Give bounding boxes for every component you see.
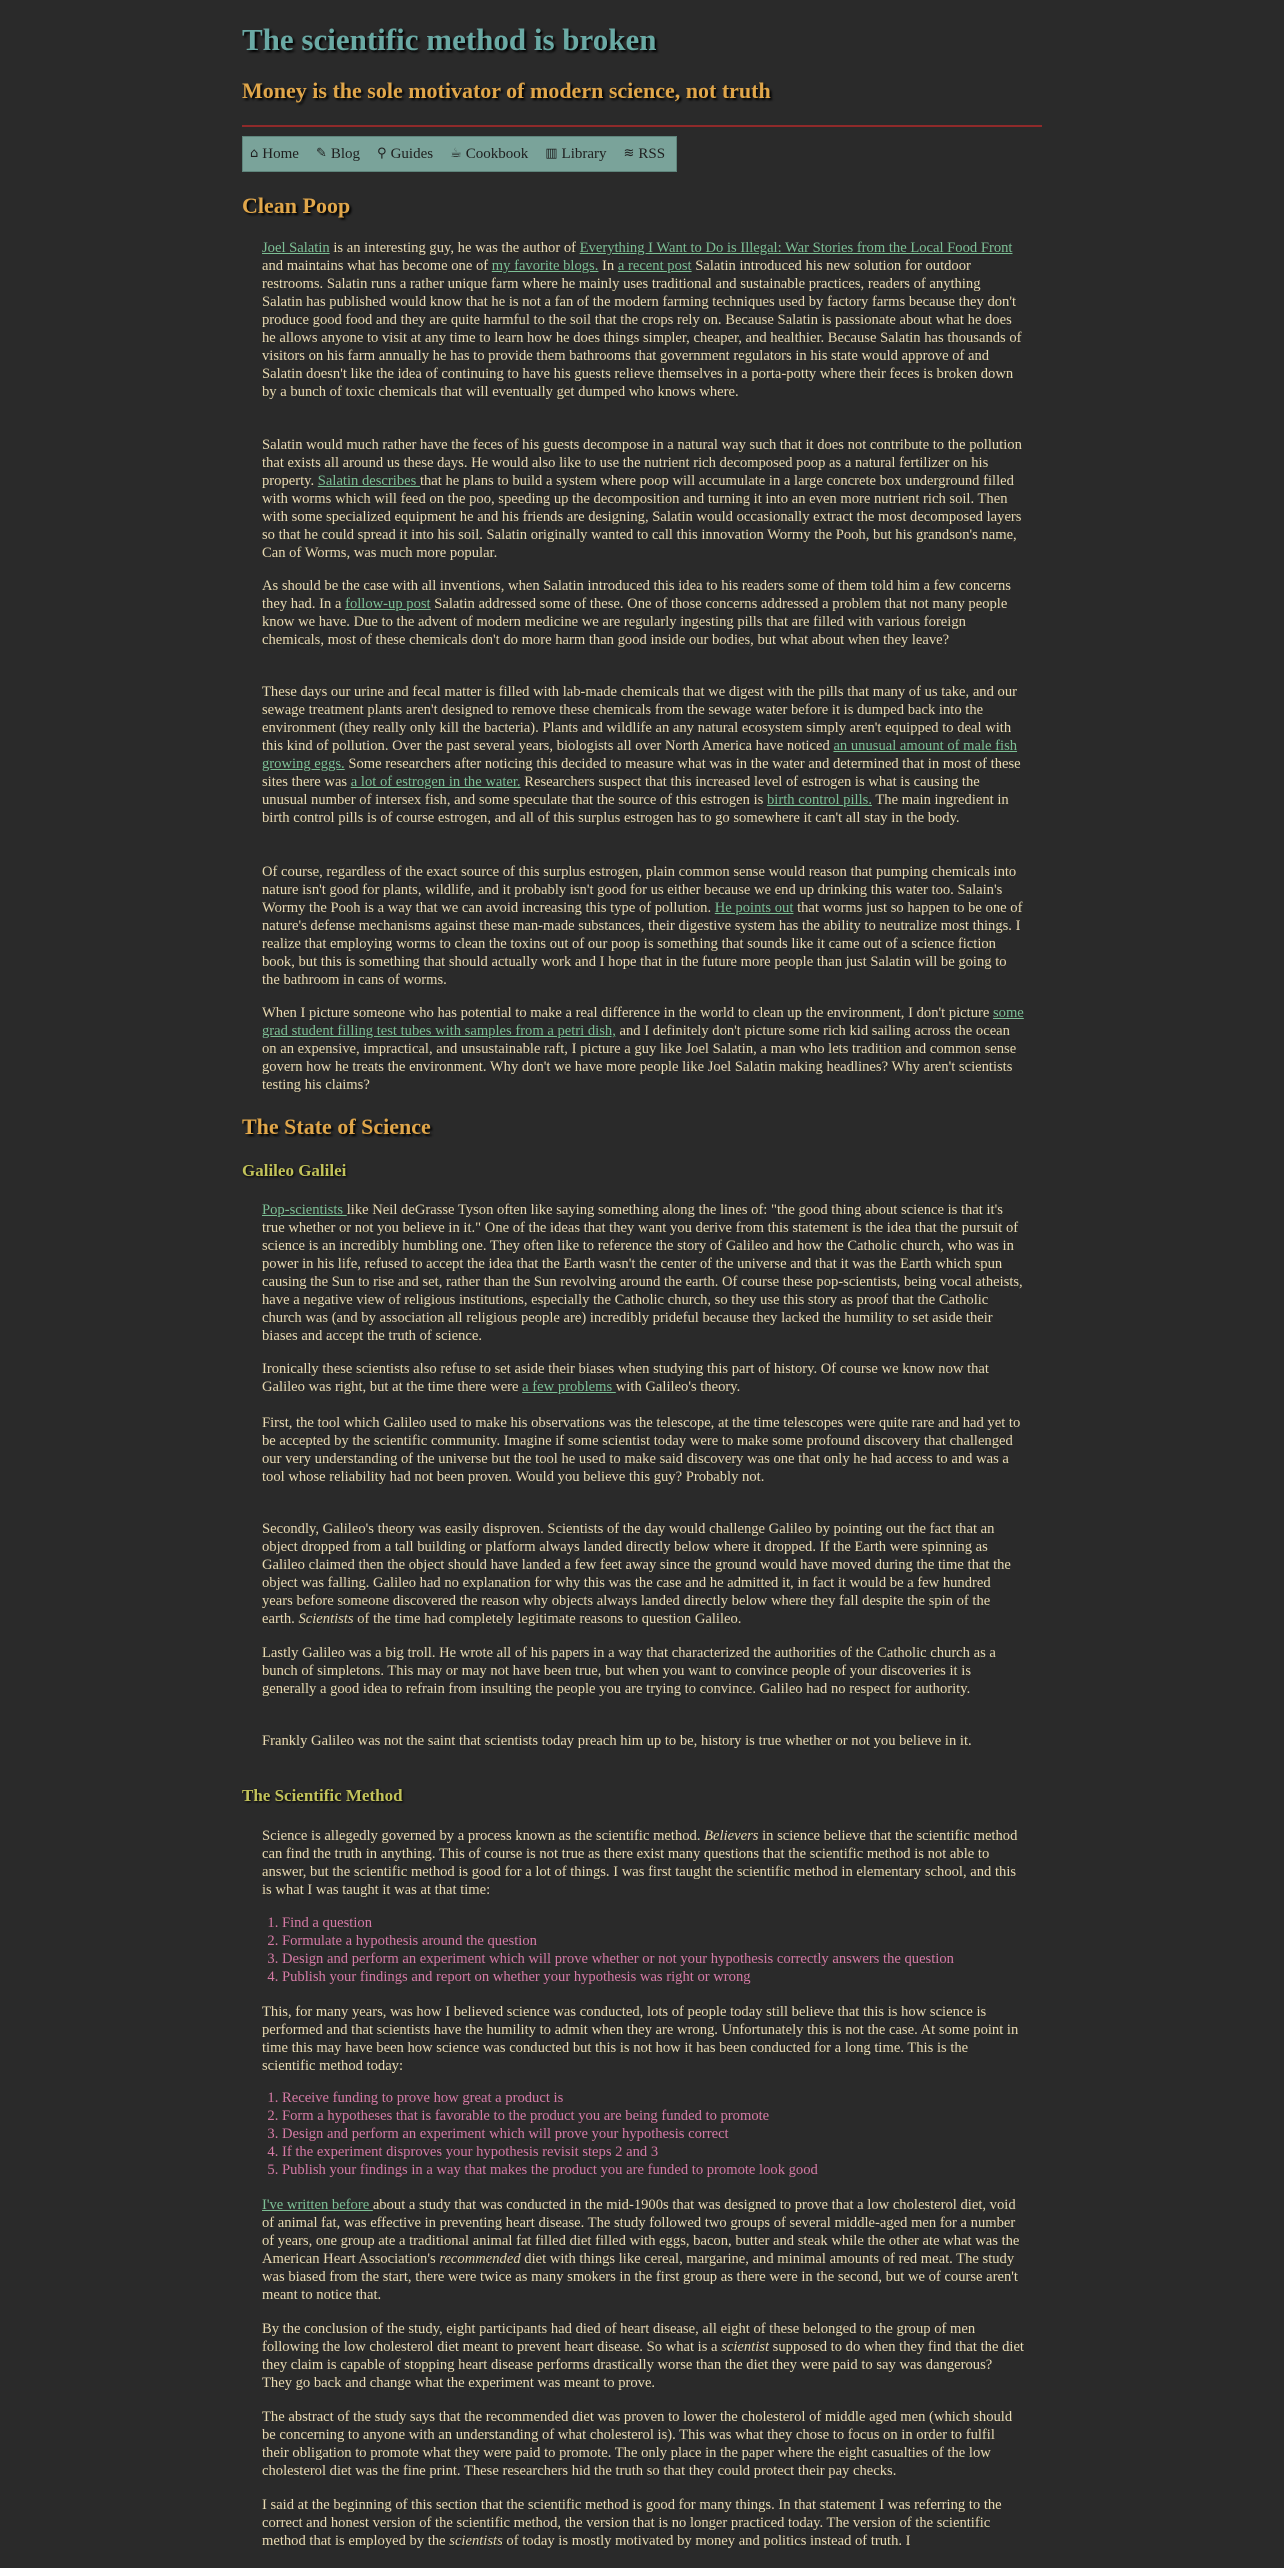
nav-library-label: Library: [561, 146, 607, 162]
method-list-1: [262, 1914, 1024, 1986]
heading-state-of-science: The State of Science: [242, 1114, 431, 1139]
link-estrogen-water[interactable]: a lot of estrogen in the water.: [350, 774, 521, 790]
nav-blog-label: Blog: [330, 146, 361, 162]
galileo-p3: First, the tool which Galileo used to make his observations was the telescope, at the time telescopes were quite rare and had yet to be accepted by the scientific community. Imagine if some scientist today were to make some profound discovery that challenged our very understanding of the universe but the tool he used to make said discovery was one that only he had access to and was a tool whose reliability had not been proven. Would you believe this guy? Probably not.: [262, 1415, 1021, 1485]
method-p6: I said at the beginning of this section that the scientific method is good for many things. In that statement I was referring to the correct and honest version of the scientific method, the version that is no longer practiced today. The version of the scientific method that is employed by the scientists of today is mostly motivated by money and politics instead of truth. I: [262, 2497, 1002, 2549]
galileo-p2: Ironically these scientists also refuse to set aside their biases when studying this part of history. Of course we know now that Galileo was right, but at the time there were a few problems with Galileo's theory.: [262, 1361, 989, 1395]
method-p3: I've written before about a study that was conducted in the mid-1900s that was designed to prove that a low cholesterol diet, void of animal fat, was effective in preventing heart disease. The study followed two groups of several middle-aged men for a number of years, one group ate a traditional animal fat filled diet filled with eggs, bacon, butter and steak while the other ate what was the American Heart Association's recommended diet with things like cereal, margarine, and minimal amounts of red meat. The study was biased from the start, there were twice as many smokers in the first group as there were in the second, but we of course aren't meant to notice that.: [262, 2197, 1020, 2303]
galileo-p4: Secondly, Galileo's theory was easily disproven. Scientists of the day would challenge Galileo by pointing out the fact that an object dropped from a tall building or platform always landed directly below where it dropped. If the Earth were spinning as Galileo claimed then the object should have landed a few feet away since the ground would have moved during the time that the object was falling. Galileo had no explanation for why this was the case and he admitted it, in fact it would be a few hundred years before someone discovered the reason why objects always landed directly below where they fall despite the spin of the earth. Scientists of the time had completely legitimate reasons to question Galileo.: [262, 1521, 1011, 1627]
nav-guides-label: Guides: [390, 146, 434, 162]
link-joel-salatin[interactable]: Joel Salatin: [262, 240, 330, 256]
clean-poop-p4: These days our urine and fecal matter is filled with lab-made chemicals that we digest with the pills that many of us take, and our sewage treatment plants aren't designed to remove these chemicals from the sewage water before it is dumped back into the environment (they really only kill the bacteria). Plants and wildlife an any natural ecosystem simply aren't equipped to deal with this kind of pollution. Over the past several years, biologists all over North America have noticed an unusual amount of male fish growing eggs. Some researchers after noticing this decided to measure what was in the water and determined that in most of these sites there was a lot of estrogen in the water. Researchers suspect that this increased level of estrogen is what is causing the unusual number of intersex fish, and some speculate that the source of this estrogen is birth control pills. The main ingredient in birth control pills is of course estrogen, and all of this surplus estrogen has to go somewhere it can't all stay in the body.: [262, 684, 1021, 826]
clean-poop-p5: Of course, regardless of the exact source of this surplus estrogen, plain common sense would reason that pumping chemicals into nature isn't good for plants, wildlife, and it probably isn't good for us either because we end up drinking this water too. Salain's Wormy the Pooh is a way that we can avoid increasing this type of pollution. He points out that worms just so happen to be one of nature's defense mechanisms against these man-made substances, their digestive system has the ability to neutralize most things. I realize that employing worms to clean the toxins out of our poop is something that sounds like it came out of a science fiction book, but this is something that should actually work and I hope that in the future more people than just Salatin will be going to the bathroom in cans of worms.: [262, 864, 1023, 988]
list-item: 3. Design and perform an experiment which will prove your hypothesis correct: [282, 2125, 1024, 2143]
method-p1: Science is allegedly governed by a process known as the scientific method. Believers in science believe that the scientific method can find the truth in anything. This of course is not true as there exist many questions that the scientific method is not able to answer, but the scientific method is good for a lot of things. I was first taught the scientific method in elementary school, and this is what I was taught it was at that time:: [262, 1828, 1018, 1898]
nav-home[interactable]: [250, 145, 299, 163]
header-divider: [242, 125, 1042, 127]
nav-guides[interactable]: [377, 145, 433, 163]
clean-poop-p6: When I picture someone who has potential to make a real difference in the world to clean up the environment, I don't picture some grad student filling test tubes with samples from a petri dish, and I definitely don't picture some rich kid sailing across the ocean on an expensive, impractical, and unsustainable raft, I picture a guy like Joel Salatin, a man who lets tradition and common sense govern how he treats the environment. Why don't we have more people like Joel Salatin making headlines? Why aren't scientists testing his claims?: [262, 1005, 1024, 1093]
home-icon: ⌂: [250, 146, 259, 161]
method-p5: The abstract of the study says that the recommended diet was proven to lower the cholesterol of middle aged men (which should be concerning to anyone with an understanding of what cholesterol is). This was what they chose to focus on in order to fulfil their obligation to promote what they were paid to promote. The only place in the paper where the eight casualties of the low cholesterol diet was the fine print. These researchers hid the truth so that they could protect their pay checks.: [262, 2409, 1013, 2479]
list-item: 1. Find a question: [282, 1914, 1024, 1932]
list-item: 2. Formulate a hypothesis around the question: [282, 1932, 1024, 1950]
galileo-p1: Pop-scientists like Neil deGrasse Tyson often like saying something along the lines of: "the good thing about science is that it's true whether or not you believe in it." One of the ideas that they want you derive from this statement is the idea that the pursuit of science is an incredibly humbling one. They often like to reference the story of Galileo and how the Catholic church, who was in power in his life, refused to accept the idea that the Earth wasn't the center of the universe and that it was the Earth which spun causing the Sun to rise and set, rather than the Sun revolving around the earth. Of course these pop-scientists, being vocal atheists, have a negative view of religious institutions, especially the Catholic church, so they use this story as proof that the Catholic church was (and by association all religious people are) incredibly prideful because they lacked the humility to set aside their biases and accept the truth of science.: [262, 1202, 1023, 1344]
list-item: 2. Form a hypotheses that is favorable to the product you are being funded to promote: [282, 2107, 1024, 2125]
link-male-fish-eggs[interactable]: an unusual amount of male fish growing eggs.: [262, 738, 1018, 772]
pencil-icon: ✎: [315, 146, 327, 161]
link-he-points-out[interactable]: He points out: [714, 900, 794, 916]
clean-poop-p2: Salatin would much rather have the feces of his guests decompose in a natural way such that it does not contribute to the pollution that exists all around us these days. He would also like to use the nutrient rich decomposed poop as a natural fertilizer on his property. Salatin describes that he plans to build a system where poop will accumulate in a large concrete box underground filled with worms which will feed on the poo, speeding up the decomposition and turning it into an even more nutrient rich soil. Then with some specialized equipment he and his friends are designing, Salatin would occasionally extract the most decomposed layers so that he could spread it into his soil. Salatin originally wanted to call this innovation Wormy the Pooh, but his grandson's name, Can of Worms, was much more popular.: [262, 437, 1022, 561]
nav-cookbook-label: Cookbook: [465, 146, 529, 162]
link-recent-post[interactable]: a recent post: [617, 258, 692, 274]
list-item: 1. Receive funding to prove how great a product is: [282, 2089, 1024, 2107]
method-p2: This, for many years, was how I believed science was conducted, lots of people today still believe that this is how science is performed and that scientists have the humility to admit when they are wrong. Unfortunately this is not the case. At some point in time this may have been how science was conducted but this is not how it has been conducted for a long time. This is the scientific method today:: [262, 2004, 1019, 2074]
list-item: 5. Publish your findings in a way that makes the product you are funded to promote look good: [282, 2161, 1024, 2179]
galileo-p5: Lastly Galileo was a big troll. He wrote all of his papers in a way that characterized the authorities of the Catholic church as a bunch of simpletons. This may or may not have been true, but when you want to convince people of your discoveries it is generally a good idea to refrain from insulting the people you are trying to convince. Galileo had no respect for authority.: [262, 1645, 996, 1697]
link-follow-up-post[interactable]: follow-up post: [345, 596, 431, 612]
method-p4: By the conclusion of the study, eight participants had died of heart disease, all eight of these belonged to the group of men following the low cholesterol diet meant to prevent heart disease. So what is a scientist supposed to do when they find that the diet they claim is capable of stopping heart disease performs drastically worse than the diet they were paid to say was dangerous? They go back and change what the experiment was meant to prove.: [262, 2321, 1024, 2391]
list-item: 4. Publish your findings and report on whether your hypothesis was right or wrong: [282, 1968, 1024, 1986]
main-nav: [242, 136, 677, 172]
nav-rss[interactable]: [624, 145, 666, 163]
link-book[interactable]: Everything I Want to Do is Illegal: War Stories from the Local Food Front: [579, 240, 1013, 256]
link-pop-scientists[interactable]: Pop-scientists: [262, 1202, 347, 1218]
link-birth-control[interactable]: birth control pills.: [766, 792, 872, 808]
link-favorite-blogs[interactable]: my favorite blogs.: [491, 258, 599, 274]
nav-cookbook[interactable]: [450, 145, 528, 163]
galileo-p6: Frankly Galileo was not the saint that scientists today preach him up to be, history is true whether or not you believe in it.: [262, 1733, 972, 1749]
heading-clean-poop: Clean Poop: [242, 193, 351, 218]
clean-poop-p3: As should be the case with all inventions, when Salatin introduced this idea to his readers some of them told him a few concerns they had. In a follow-up post Salatin addressed some of these. One of those concerns addressed a problem that not many people know we have. Due to the advent of modern medicine we are regularly ingesting pills that are filled with various foreign chemicals, most of these chemicals don't do more harm than good inside our bodies, but what about when they leave?: [262, 578, 1011, 648]
link-ive-written-before[interactable]: I've written before: [262, 2197, 373, 2213]
site-title: The scientific method is broken: [242, 22, 657, 57]
link-few-problems[interactable]: a few problems: [522, 1379, 616, 1395]
site-subtitle: Money is the sole motivator of modern science, not truth: [242, 78, 771, 103]
list-item: 3. Design and perform an experiment which will prove whether or not your hypothesis correctly answers the question: [282, 1950, 1024, 1968]
cookbook-icon: ☕: [450, 146, 462, 161]
rss-icon: ≋: [623, 146, 635, 161]
nav-home-label: Home: [262, 146, 299, 162]
link-salatin-describes[interactable]: Salatin describes: [317, 473, 420, 489]
list-item: 4. If the experiment disproves your hypothesis revisit steps 2 and 3: [282, 2143, 1024, 2161]
library-icon: ▥: [545, 146, 558, 161]
nav-blog[interactable]: [316, 145, 360, 163]
nav-rss-label: RSS: [638, 146, 666, 162]
guide-icon: ⚲: [377, 146, 387, 161]
method-list-2: [262, 2089, 1024, 2179]
heading-scientific-method: The Scientific Method: [242, 1786, 403, 1805]
heading-galileo: Galileo Galilei: [242, 1161, 347, 1180]
nav-library[interactable]: [545, 145, 606, 163]
link-grad-student[interactable]: some grad student filling test tubes with samples from a petri dish,: [262, 1005, 1024, 1039]
clean-poop-p1: Joel Salatin is an interesting guy, he was the author of Everything I Want to Do is Illegal: War Stories from the Local Food Front and maintains what has become one of my favorite blogs. In a recent post Salatin introduced his new solution for outdoor restrooms. Salatin runs a rather unique farm where he mainly uses traditional and sustainable practices, readers of anything Salatin has published would know that he is not a fan of the modern farming techniques used by factory farms because they don't produce good food and they are quite harmful to the soil that the crops rely on. Because Salatin is passionate about what he does he allows anyone to visit at any time to learn how he does things simpler, cheaper, and healthier. Because Salatin has thousands of visitors on his farm annually he has to provide them bathrooms that government regulators in his state would approve of and Salatin doesn't like the idea of continuing to have his guests relieve themselves in a porta-potty where their feces is broken down by a bunch of toxic chemicals that will eventually get dumped who knows where.: [262, 240, 1022, 400]
